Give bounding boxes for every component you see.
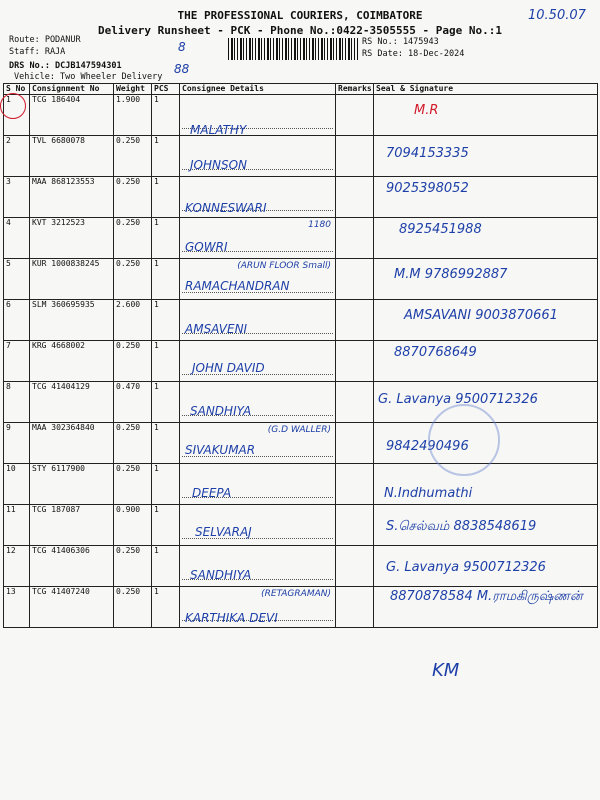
signature-text: 8870768649 [394,345,477,360]
col-header-weight: Weight [114,84,152,95]
table-row [4,136,598,177]
consignment-cell: SLM 360695935 [30,300,114,341]
signature-text: 9025398052 [386,181,469,196]
signature-text: N.Indhumathi [384,486,473,501]
sno-cell: 4 [4,218,30,259]
consignee-name: SELVARAJ [195,525,252,539]
table-row [4,341,598,382]
table-row [4,587,598,628]
consignee-note: (RETAGRAMAN) [261,589,331,599]
consignee-cell [180,587,336,628]
pcs-cell: 1 [152,95,180,136]
weight-cell: 0.900 [114,505,152,546]
consignment-cell: TCG 41406306 [30,546,114,587]
weight-cell: 0.470 [114,382,152,423]
consignee-name: RAMACHANDRAN [185,279,290,293]
remarks-cell [336,218,374,259]
route-label: Route: PODANUR [9,35,81,45]
company-title: THE PROFESSIONAL COURIERS, COIMBATORE [177,9,423,22]
table-row [4,259,598,300]
signature-cell [374,218,598,259]
consignee-name: SANDHIYA [190,568,252,582]
consignment-cell: TCG 41404129 [30,382,114,423]
table-header-row [4,84,598,95]
consignee-name: JOHNSON [190,158,248,172]
signature-cell [374,505,598,546]
sno-cell: 3 [4,177,30,218]
consignment-cell: MAA 868123553 [30,177,114,218]
rs-number: RS No.: 1475943 [362,37,439,47]
signature-cell [374,464,598,505]
sno-cell: 13 [4,587,30,628]
signature-text: G. Lavanya 9500712326 [378,392,538,407]
table-row [4,218,598,259]
consignee-cell [180,136,336,177]
weight-cell: 0.250 [114,136,152,177]
consignee-cell [180,95,336,136]
table-row [4,300,598,341]
consignee-cell [180,423,336,464]
count-note-2: 88 [174,62,190,76]
consignee-cell [180,218,336,259]
sno-cell: 12 [4,546,30,587]
table-row [4,546,598,587]
pcs-cell: 1 [152,259,180,300]
consignment-cell: KVT 3212523 [30,218,114,259]
sno-cell: 5 [4,259,30,300]
weight-cell: 0.250 [114,259,152,300]
sno-cell: 1 [4,95,30,136]
pcs-cell: 1 [152,464,180,505]
consignee-cell [180,382,336,423]
remarks-cell [336,546,374,587]
signature-text: AMSAVANI 9003870661 [404,308,558,323]
pcs-cell: 1 [152,341,180,382]
vehicle-label: Vehicle: Two Wheeler Delivery [14,72,163,82]
weight-cell: 2.600 [114,300,152,341]
sno-cell: 9 [4,423,30,464]
col-header-signature: Seal & Signature [374,84,598,95]
signature-cell [374,300,598,341]
sno-cell: 10 [4,464,30,505]
consignment-cell: TCG 186404 [30,95,114,136]
signature-text: 8925451988 [399,222,482,237]
table-row [4,95,598,136]
consignee-cell [180,341,336,382]
signature-text: M.R [414,103,439,118]
consignee-cell [180,300,336,341]
signature-cell [374,546,598,587]
remarks-cell [336,136,374,177]
signature-cell [374,259,598,300]
consignee-name: MALATHY [190,123,247,136]
consignee-cell [180,177,336,218]
weight-cell: 0.250 [114,587,152,628]
time-handwritten-note: 10.50.07 [528,8,586,23]
weight-cell: 0.250 [114,546,152,587]
courier-seal-stamp [428,404,500,476]
weight-cell: 0.250 [114,218,152,259]
consignment-cell: MAA 302364840 [30,423,114,464]
consignee-cell [180,259,336,300]
barcode [228,38,358,60]
consignee-note: 1180 [308,220,331,230]
pcs-cell: 1 [152,423,180,464]
signature-cell [374,95,598,136]
consignee-name: KARTHIKA DEVI [185,611,278,625]
signature-text: S.செல்வம் 8838548619 [386,519,537,534]
pcs-cell: 1 [152,382,180,423]
signature-text: M.M 9786992887 [394,267,508,282]
count-note-1: 8 [178,40,186,54]
pcs-cell: 1 [152,177,180,218]
table-row [4,464,598,505]
col-header-sno: S No [4,84,30,95]
pcs-cell: 1 [152,505,180,546]
consignee-name: AMSAVENI [185,322,248,336]
remarks-cell [336,423,374,464]
signature-cell [374,587,598,628]
remarks-cell [336,177,374,218]
pcs-cell: 1 [152,218,180,259]
sno-cell: 8 [4,382,30,423]
remarks-cell [336,259,374,300]
consignee-name: JOHN DAVID [192,361,265,375]
sno-cell: 7 [4,341,30,382]
runsheet-table [3,83,598,628]
weight-cell: 1.900 [114,95,152,136]
signature-cell [374,341,598,382]
table-row [4,382,598,423]
remarks-cell [336,341,374,382]
signature-text: G. Lavanya 9500712326 [386,560,546,575]
staff-label: Staff: RAJA [9,47,66,57]
rs-date: RS Date: 18-Dec-2024 [362,49,465,59]
sno-cell: 2 [4,136,30,177]
consignment-cell: KUR 1000838245 [30,259,114,300]
signature-cell [374,177,598,218]
col-header-consignment: Consignment No [30,84,114,95]
consignment-cell: TCG 187087 [30,505,114,546]
table-row [4,423,598,464]
pcs-cell: 1 [152,546,180,587]
sno-cell: 11 [4,505,30,546]
consignee-name: SANDHIYA [190,404,252,418]
consignee-name: SIVAKUMAR [185,443,256,457]
consignee-name: DEEPA [192,486,232,500]
weight-cell: 0.250 [114,423,152,464]
pcs-cell: 1 [152,587,180,628]
weight-cell: 0.250 [114,177,152,218]
consignee-name: KONNESWARI [185,201,267,215]
weight-cell: 0.250 [114,341,152,382]
remarks-cell [336,505,374,546]
signature-text: 9842490496 [386,439,469,454]
remarks-cell [336,382,374,423]
pcs-cell: 1 [152,300,180,341]
signature-cell [374,136,598,177]
consignee-note: (ARUN FLOOR Small) [237,261,331,271]
remarks-cell [336,587,374,628]
runsheet-subtitle: Delivery Runsheet - PCK - Phone No.:0422-3505555 - Page No.:1 [98,24,502,37]
pcs-cell: 1 [152,136,180,177]
col-header-pcs: PCS [152,84,180,95]
weight-cell: 0.250 [114,464,152,505]
red-circle-mark [0,93,26,119]
consignment-cell: STY 6117900 [30,464,114,505]
drs-number: DRS No.: DCJB147594301 [9,61,122,71]
consignee-name: GOWRI [185,240,228,254]
consignment-cell: TVL 6680078 [30,136,114,177]
signature-text: 8870878584 M.ராமகிருஷ்ணன் [390,589,583,604]
footer-signature: KM [432,660,460,681]
table-row [4,177,598,218]
sno-cell: 6 [4,300,30,341]
consignment-cell: TCG 41407240 [30,587,114,628]
col-header-consignee: Consignee Details [180,84,336,95]
col-header-remarks: Remarks [336,84,374,95]
consignee-cell [180,546,336,587]
table-row [4,505,598,546]
consignment-cell: KRG 4668002 [30,341,114,382]
consignee-cell [180,505,336,546]
signature-text: 7094153335 [386,146,469,161]
remarks-cell [336,95,374,136]
consignee-cell [180,464,336,505]
remarks-cell [336,300,374,341]
consignee-note: (G.D WALLER) [267,425,331,435]
remarks-cell [336,464,374,505]
